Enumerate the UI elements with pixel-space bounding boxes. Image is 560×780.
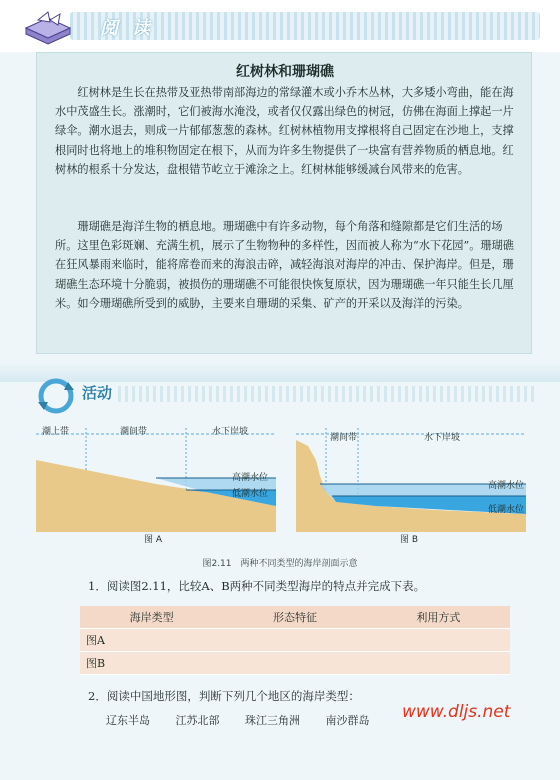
table-row xyxy=(80,629,510,652)
watermark: www.dljs.net xyxy=(402,702,511,722)
activity-stripe xyxy=(118,386,538,402)
figure-a-high-tide-label: 高潮水位 xyxy=(232,473,269,483)
region-list xyxy=(106,712,392,728)
table-cell: 图B xyxy=(80,652,223,675)
figure-a-zone-intertidal: 潮间带 xyxy=(120,427,148,437)
section-divider xyxy=(0,362,560,382)
table-cell[interactable] xyxy=(223,652,366,675)
figure-b-high-tide-label: 高潮水位 xyxy=(488,481,525,491)
question-2: 2．阅读中国地形图，判断下列几个地区的海岸类型： xyxy=(88,689,360,703)
paragraph-mangrove: 红树林是生长在热带及亚热带南部海边的常绿灌木或小乔木丛林，大多矮小弯曲，能在海水中茂盛生长。涨潮时，它们被海水淹没，或者仅仅露出绿色的树冠，仿佛在海面上撑起一片绿伞。潮水退去，则成一片郁郁葱葱的森林。红树林植物用支撑根将自己固定在沙地上，支撑根同时也将地上的堆积物固定在根下，从而为许多生物提供了一块富有营养物质的栖息地。红树林的根系十分发达，盘根错节屹立于滩涂之上。红树林能够缓减台风带来的危害。 xyxy=(55,86,514,176)
region-item: 南沙群岛 xyxy=(325,714,370,727)
question-1: 1．阅读图2.11，比较A、B两种不同类型海岸的特点并完成下表。 xyxy=(88,579,426,593)
region-item: 辽东半岛 xyxy=(106,714,150,727)
figure-caption: 图2.11 两种不同类型的海岸剖面示意 xyxy=(202,559,358,569)
reading-box xyxy=(36,52,532,354)
table-header-cell: 海岸类型 xyxy=(80,606,223,629)
coast-table xyxy=(80,606,510,675)
figure-a-zone-supratidal: 潮上带 xyxy=(42,427,70,437)
reading-title: 红树林和珊瑚礁 xyxy=(236,64,334,80)
region-item: 江苏北部 xyxy=(175,714,220,727)
table-header-cell: 利用方式 xyxy=(367,606,510,629)
page-title: 阅读 xyxy=(100,18,164,39)
table-header-cell: 形态特征 xyxy=(223,606,366,629)
book-icon xyxy=(22,8,74,46)
figure-b-low-tide-label: 低潮水位 xyxy=(488,505,525,515)
activity-cycle-icon xyxy=(34,374,78,418)
table-cell[interactable] xyxy=(367,652,510,675)
figure-b-caption: 图 B xyxy=(400,535,419,545)
figure-a-zone-subtidal: 水下岸坡 xyxy=(212,427,249,437)
table-cell[interactable] xyxy=(367,629,510,652)
activity-title: 活动 xyxy=(82,384,113,402)
section-header xyxy=(0,0,560,52)
figure-b-zone-intertidal: 潮间带 xyxy=(330,433,358,443)
figure-a-caption: 图 A xyxy=(144,535,163,545)
table-row xyxy=(80,652,510,675)
table-cell[interactable] xyxy=(223,629,366,652)
table-cell: 图A xyxy=(80,629,223,652)
region-item: 珠江三角洲 xyxy=(245,714,300,727)
paragraph-coral-reef: 珊瑚礁是海洋生物的栖息地。珊瑚礁中有许多动物，每个角落和缝隙都是它们生活的场所。这里色彩斑斓、充满生机，展示了生物物种的多样性，因而被人称为“水下花园”。珊瑚礁在狂风暴雨来临时，能将席卷而来的海浪击碎，减轻海浪对海岸的冲击、保护海岸。但是，珊瑚礁生态环境十分脆弱，被损伤的珊瑚礁不可能很快恢复原状，因为珊瑚礁一年只能生长几厘米。如今珊瑚礁所受到的威胁，主要来自珊瑚的采集、矿产的开采以及海洋的污染。 xyxy=(55,220,514,310)
figure-b-zone-subtidal: 水下岸坡 xyxy=(424,433,461,443)
figure-a-low-tide-label: 低潮水位 xyxy=(232,489,269,499)
table-header-row xyxy=(80,606,510,629)
